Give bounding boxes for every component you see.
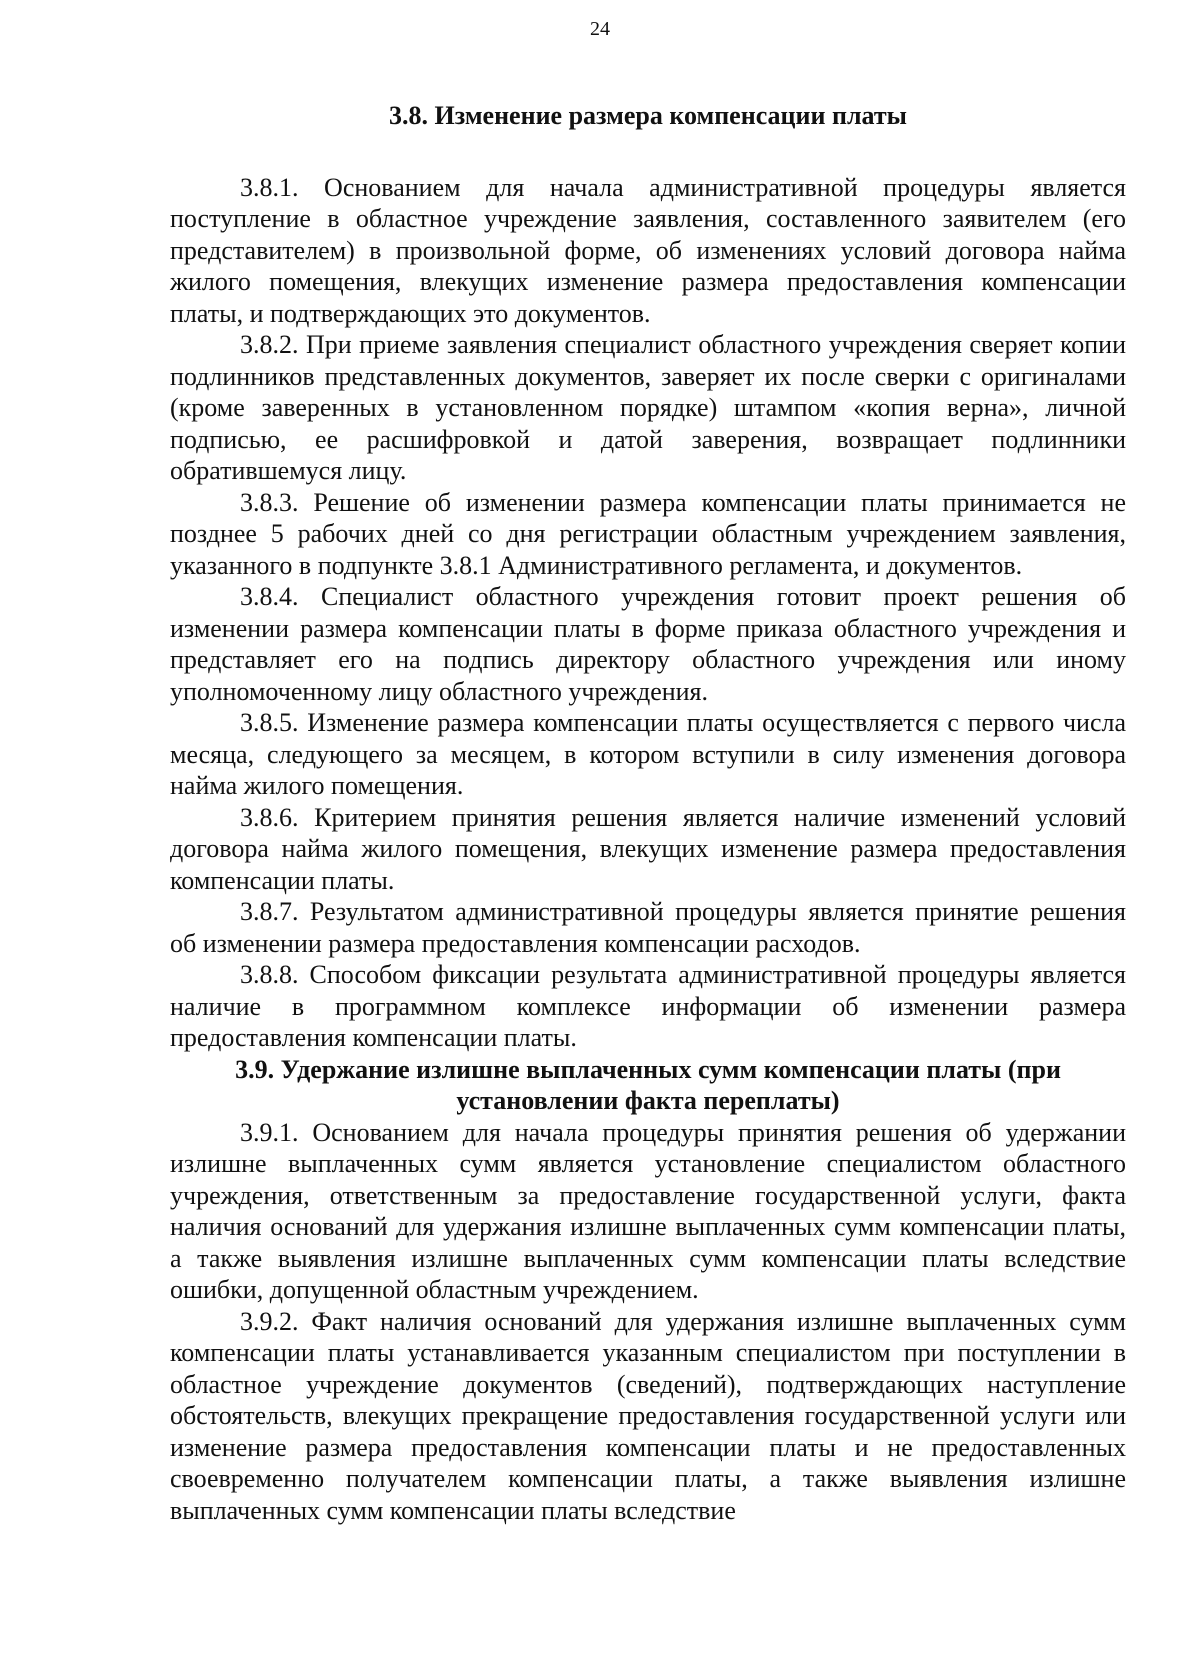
document-body <box>170 100 1126 1526</box>
section-heading-3-8: 3.8. Изменение размера компенсации платы <box>389 101 907 130</box>
paragraph-3-8-3: 3.8.3. Решение об изменении размера компенсации платы принимается не позднее 5 рабочих дней со дня регистрации областным учреждением заявления, указанного в подпункте 3.8.1 Административного регламента, и документов. <box>170 487 1126 580</box>
paragraph-3-9-2: 3.9.2. Факт наличия оснований для удержания излишне выплаченных сумм компенсации платы устанавливается указанным специалистом при поступлении в областное учреждение документов (сведений), подтверждающих наступление обстоятельств, влекущих прекращение предоставления государственной услуги или изменение размера предоставления компенсации платы и не предоставленных своевременно получателем компенсации платы, а также выявления излишне выплаченных сумм компенсации платы вследствие <box>170 1306 1126 1525</box>
section-heading-3-9: 3.9. Удержание излишне выплаченных сумм компенсации платы (при установлении факта переплаты) <box>235 1054 1061 1115</box>
paragraph-3-8-6: 3.8.6. Критерием принятия решения является наличие изменений условий договора найма жилого помещения, влекущих изменение размера предоставления компенсации платы. <box>170 802 1126 895</box>
paragraph-3-8-5: 3.8.5. Изменение размера компенсации платы осуществляется с первого числа месяца, следующего за месяцем, в котором вступили в силу изменения договора найма жилого помещения. <box>170 708 1126 800</box>
paragraph-3-9-1: 3.9.1. Основанием для начала процедуры принятия решения об удержании излишне выплаченных сумм является установление специалистом областного учреждения, ответственным за предоставление государственной услуги, факта наличия оснований для удержания излишне выплаченных сумм компенсации платы, а также выявления излишне выплаченных сумм компенсации платы вследствие ошибки, допущенной областным учреждением. <box>170 1117 1126 1304</box>
paragraph-3-8-2: 3.8.2. При приеме заявления специалист областного учреждения сверяет копии подлинников представленных документов, заверяет их после сверки с оригиналами (кроме заверенных в установленном порядке) штампом «копия верна», личной подписью, ее расшифровкой и датой заверения, возвращает подлинники обратившемуся лицу. <box>170 330 1126 485</box>
page-number: 24 <box>590 18 610 40</box>
paragraph-3-8-4: 3.8.4. Специалист областного учреждения готовит проект решения об изменении размера компенсации платы в форме приказа областного учреждения и представляет его на подпись директору областного учреждения или иному уполномоченному лицу областного учреждения. <box>170 582 1126 706</box>
paragraph-3-8-7: 3.8.7. Результатом административной процедуры является принятие решения об изменении размера предоставления компенсации расходов. <box>170 897 1126 958</box>
paragraph-3-8-8: 3.8.8. Способом фиксации результата административной процедуры является наличие в программном комплексе информации об изменении размера предоставления компенсации платы. <box>170 960 1126 1052</box>
paragraph-3-8-1: 3.8.1. Основанием для начала административной процедуры является поступление в областное учреждение заявления, составленного заявителем (его представителем) в произвольной форме, об изменениях условий договора найма жилого помещения, влекущих изменение размера предоставления компенсации платы, и подтверждающих это документов. <box>170 172 1126 328</box>
